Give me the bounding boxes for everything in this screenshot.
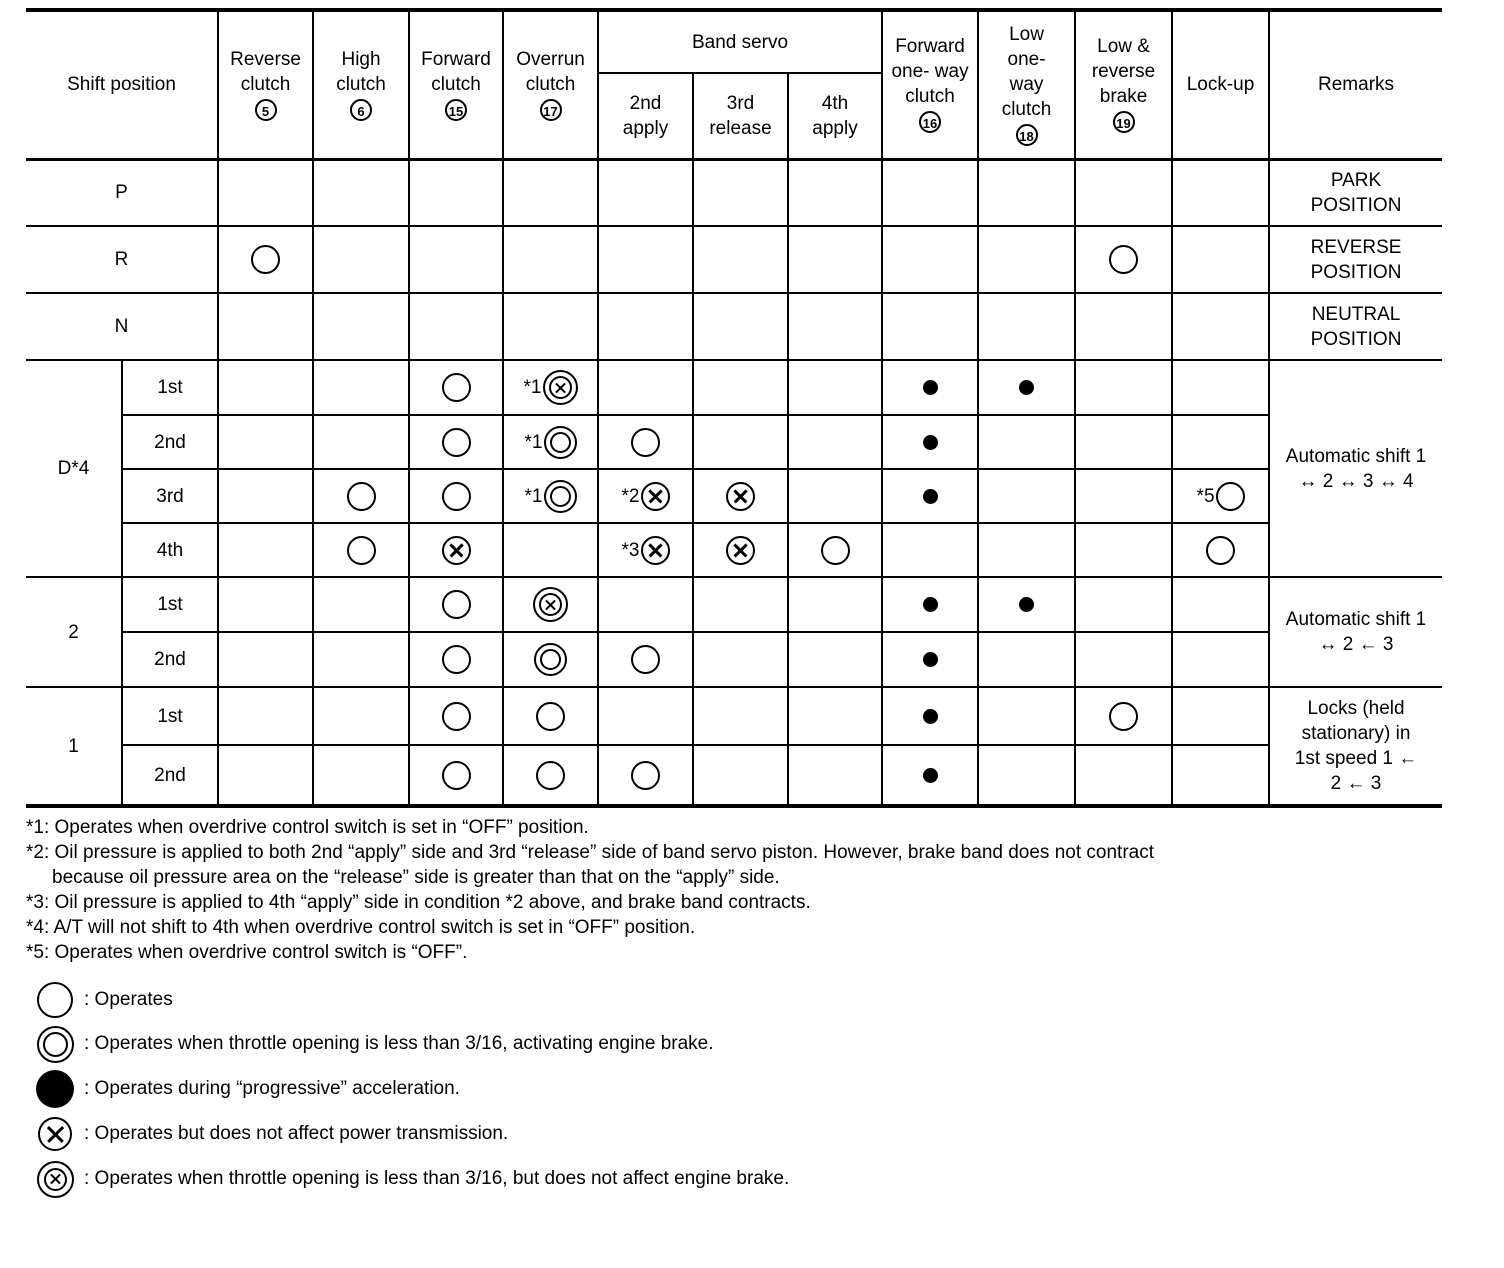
circle-icon bbox=[251, 245, 280, 274]
row-neutral bbox=[26, 293, 1442, 360]
position-label: P bbox=[26, 159, 218, 226]
part-number-6-icon: 6 bbox=[350, 99, 372, 121]
footnote: because oil pressure area on the “release” side is greater than that on the “apply” side. bbox=[52, 867, 780, 888]
header-lockup: Lock-up bbox=[1172, 10, 1269, 159]
gear-label: 1st bbox=[122, 360, 218, 415]
header-high-clutch: High clutch 6 bbox=[313, 10, 409, 159]
filled-circle-icon bbox=[923, 652, 938, 667]
circle-icon bbox=[1216, 482, 1245, 511]
row-d-2nd: 2nd *1 bbox=[26, 415, 1442, 469]
header-low-reverse-brake: Low & reverse brake 19 bbox=[1075, 10, 1172, 159]
footnote: *3: Oil pressure is applied to 4th “apply” side in condition *2 above, and brake band contracts. bbox=[26, 892, 811, 913]
position-label: N bbox=[26, 293, 218, 360]
gear-label: 3rd bbox=[122, 469, 218, 523]
part-number-18-icon: 18 bbox=[1016, 124, 1038, 146]
circle-icon bbox=[442, 428, 471, 457]
part-number-19-icon: 19 bbox=[1113, 111, 1135, 133]
header-band-3rd-release: 3rd release bbox=[693, 73, 788, 159]
footnote: *5: Operates when overdrive control switch is “OFF”. bbox=[26, 942, 468, 963]
header-band-servo: Band servo bbox=[598, 10, 882, 73]
header-remarks: Remarks bbox=[1269, 10, 1442, 159]
header-low-oneway-clutch: Low one- way clutch 18 bbox=[978, 10, 1075, 159]
double-crossed-circle-icon bbox=[543, 370, 578, 405]
remark: REVERSE POSITION bbox=[1269, 226, 1442, 293]
header-shift-position: Shift position bbox=[26, 10, 218, 159]
position-label: R bbox=[26, 226, 218, 293]
crossed-circle-icon bbox=[641, 536, 670, 565]
filled-circle-icon bbox=[923, 380, 938, 395]
circle-icon bbox=[442, 702, 471, 731]
circle-icon bbox=[347, 482, 376, 511]
circle-icon bbox=[1109, 245, 1138, 274]
filled-circle-icon bbox=[1019, 380, 1034, 395]
filled-circle-icon bbox=[923, 435, 938, 450]
filled-circle-icon bbox=[1019, 597, 1034, 612]
gear-label: 2nd bbox=[122, 745, 218, 806]
header-forward-oneway-clutch: Forward one- way clutch 16 bbox=[882, 10, 978, 159]
filled-circle-icon bbox=[923, 597, 938, 612]
footnote: *1: Operates when overdrive control switch is set in “OFF” position. bbox=[26, 817, 589, 838]
row-d-4th: 4th *3 bbox=[26, 523, 1442, 577]
gear-label: 2nd bbox=[122, 632, 218, 687]
row-d-1st: D*4 1st *1 Automatic shift 1 ↔ 2 ↔ 3 ↔ 4 bbox=[26, 360, 1442, 415]
remark: Automatic shift 1 ↔ 2 ← 3 bbox=[1269, 577, 1442, 687]
position-label: 2 bbox=[26, 577, 122, 687]
double-crossed-circle-icon bbox=[37, 1161, 74, 1198]
part-number-16-icon: 16 bbox=[919, 111, 941, 133]
legend-item: : Operates when throttle opening is less than 3/16, but does not affect engine brake. bbox=[34, 1159, 789, 1199]
row-1-1st bbox=[26, 687, 1442, 745]
circle-icon bbox=[442, 373, 471, 402]
row-reverse bbox=[26, 226, 1442, 293]
filled-circle-icon bbox=[923, 709, 938, 724]
footnotes bbox=[26, 815, 1486, 965]
footnote: *2: Oil pressure is applied to both 2nd “apply” side and 3rd “release” side of band servo piston. However, brake band does not contract bbox=[26, 842, 1154, 863]
crossed-circle-icon bbox=[726, 536, 755, 565]
circle-icon bbox=[536, 761, 565, 790]
remark: Automatic shift 1 ↔ 2 ↔ 3 ↔ 4 bbox=[1269, 360, 1442, 577]
circle-icon bbox=[1206, 536, 1235, 565]
crossed-circle-icon bbox=[442, 536, 471, 565]
position-label: D*4 bbox=[26, 360, 122, 577]
row-park bbox=[26, 159, 1442, 226]
circle-icon bbox=[631, 428, 660, 457]
gear-label: 1st bbox=[122, 687, 218, 745]
row-d-3rd: 3rd *1 *2 *5 bbox=[26, 469, 1442, 523]
circle-icon bbox=[37, 982, 73, 1018]
row-1-2nd bbox=[26, 745, 1442, 806]
double-circle-icon bbox=[544, 480, 577, 513]
remark: NEUTRAL POSITION bbox=[1269, 293, 1442, 360]
circle-icon bbox=[1109, 702, 1138, 731]
gear-label: 1st bbox=[122, 577, 218, 632]
part-number-17-icon: 17 bbox=[540, 99, 562, 121]
double-circle-icon bbox=[37, 1026, 74, 1063]
circle-icon bbox=[631, 761, 660, 790]
circle-icon bbox=[442, 645, 471, 674]
double-crossed-circle-icon bbox=[533, 587, 568, 622]
footnote: *4: A/T will not shift to 4th when overdrive control switch is set in “OFF” position. bbox=[26, 917, 696, 938]
legend-item: : Operates but does not affect power transmission. bbox=[34, 1114, 508, 1154]
legend-item: : Operates bbox=[34, 980, 173, 1020]
header-band-4th-apply: 4th apply bbox=[788, 73, 882, 159]
header-band-2nd-apply: 2nd apply bbox=[598, 73, 693, 159]
remark: Locks (held stationary) in 1st speed 1 ← 2 ← 3 bbox=[1269, 687, 1442, 806]
filled-circle-icon bbox=[923, 768, 938, 783]
circle-icon bbox=[442, 482, 471, 511]
filled-circle-icon bbox=[36, 1070, 74, 1108]
gear-label: 2nd bbox=[122, 415, 218, 469]
position-label: 1 bbox=[26, 687, 122, 806]
header-reverse-clutch: Reverse clutch 5 bbox=[218, 10, 313, 159]
circle-icon bbox=[347, 536, 376, 565]
part-number-5-icon: 5 bbox=[255, 99, 277, 121]
crossed-circle-icon bbox=[726, 482, 755, 511]
double-circle-icon bbox=[544, 426, 577, 459]
double-circle-icon bbox=[534, 643, 567, 676]
gear-label: 4th bbox=[122, 523, 218, 577]
header-overrun-clutch: Overrun clutch 17 bbox=[503, 10, 598, 159]
circle-icon bbox=[442, 590, 471, 619]
part-number-15-icon: 15 bbox=[445, 99, 467, 121]
row-2-1st bbox=[26, 577, 1442, 632]
circle-icon bbox=[631, 645, 660, 674]
circle-icon bbox=[442, 761, 471, 790]
crossed-circle-icon bbox=[38, 1117, 72, 1151]
legend-item: : Operates when throttle opening is less than 3/16, activating engine brake. bbox=[34, 1024, 714, 1064]
header-forward-clutch: Forward clutch 15 bbox=[409, 10, 503, 159]
shift-table bbox=[26, 8, 1442, 808]
circle-icon bbox=[536, 702, 565, 731]
circle-icon bbox=[821, 536, 850, 565]
row-2-2nd bbox=[26, 632, 1442, 687]
filled-circle-icon bbox=[923, 489, 938, 504]
crossed-circle-icon bbox=[641, 482, 670, 511]
legend-item: : Operates during “progressive” acceleration. bbox=[34, 1069, 460, 1109]
remark: PARK POSITION bbox=[1269, 159, 1442, 226]
